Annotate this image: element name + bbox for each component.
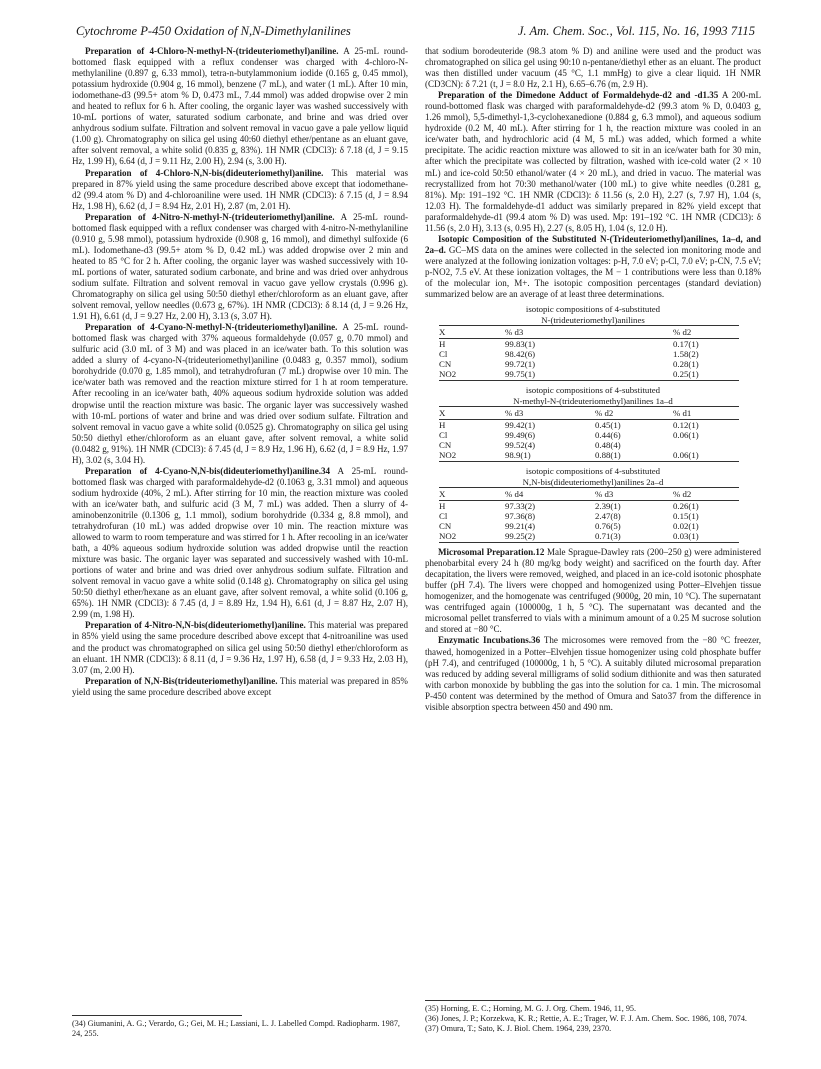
table-cell: 2.47(8) (595, 511, 621, 522)
table-title: isotopic compositions of 4-substituted N,N-bis(dideuteriomethyl)anilines 2a–d (522, 466, 664, 487)
table-cell: 97.36(8) (505, 511, 536, 522)
footnotes-left (72, 1015, 408, 1039)
paragraph-heading: Isotopic Composition of the Substituted N-(Trideuteriomethyl)anilines, 1a–d, and 2a–d. (425, 233, 761, 255)
table-cell: 0.88(1) (595, 450, 673, 462)
table-cell: NO2 (439, 531, 505, 543)
isotope-table (439, 406, 739, 462)
table-row (439, 511, 739, 521)
table-title: isotopic compositions of 4-substituted N-(trideuteriomethyl)anilines (525, 304, 661, 325)
table-cell: 0.76(5) (595, 521, 621, 532)
table-cell: Cl (439, 349, 448, 360)
paragraph-text: GC–MS data on the amines were collected in the selected ion monitoring mode and were analyzed at the following ionization voltages: p-H, 7.0 eV; p-Cl, 7.0 eV; p-CN, 7.5 eV; p-NO2, 7.5 eV. At these ionization voltages, the M − 1 contributions were less than 0.18% of the molecular ion, M+. The isotopic composition percentages (standard deviation) summarized below are an average of at least three determinations. (425, 244, 761, 300)
table-cell: 0.48(4) (595, 440, 621, 451)
footnote-rule (72, 1015, 242, 1016)
table-header: % d3 (505, 326, 595, 339)
paragraph-heading: Enzymatic Incubations.36 (438, 635, 541, 646)
table-cell: CN (439, 440, 452, 451)
table-cell: NO2 (439, 450, 505, 462)
table-cell: 99.83(1) (505, 339, 536, 350)
footnotes-right (425, 1000, 761, 1034)
journal-citation: J. Am. Chem. Soc., Vol. 115, No. 16, 1993 7115 (517, 24, 755, 38)
table-header: X (439, 488, 505, 501)
paragraph (72, 212, 408, 322)
right-column (425, 46, 761, 713)
paragraph-text: This material was prepared in 85% yield using the same procedure described above except that 4-nitroaniline was used and the product was chromatographed on silica gel using 50:50 diethyl ether/chloroform as an eluant. 1H NMR (CDCl3): δ 8.11 (d, J = 9.36 Hz, 1.97 H), 6.58 (d, J = 9.33 Hz, 2.03 H), 3.07 (m, 2.00 H). (72, 620, 408, 675)
paragraph-heading: Preparation of 4-Cyano-N,N-bis(dideuteriomethyl)aniline.34 (85, 465, 331, 476)
table-header: X (439, 407, 505, 420)
paragraph-heading: Preparation of 4-Chloro-N-methyl-N-(trideuteriomethyl)aniline. (85, 46, 339, 56)
table-cell: 0.71(3) (595, 531, 673, 543)
table-cell: 99.72(1) (505, 359, 536, 370)
paragraph (72, 322, 408, 466)
paragraph (425, 90, 761, 234)
table-cell: 1.58(2) (673, 349, 699, 360)
table-cell: 0.03(1) (673, 531, 739, 543)
paragraph-heading: Preparation of 4-Nitro-N,N-bis(dideuteriomethyl)aniline. (85, 620, 306, 631)
running-header (76, 24, 755, 40)
paragraph-text: The microsomes were removed from the −80 °C freezer, thawed, homogenized in a Potter–Elvehjen tissue homogenizer using cold phosphate buffer (pH 7.4), and centrifuged (100000g, 1 h, 5 °C). A suitably diluted microsomal preparation was reduced by adding several milligrams of solid sodium dithionite and was then saturated with carbon monoxide by bubbling the gas into the solution for ca. 1 min. The microsomal P-450 content was determined by the method of Omura and Sato37 from the difference in visible absorption spectra between 450 and 490 nm. (425, 635, 761, 712)
table-cell: 0.17(1) (673, 339, 699, 350)
table-row (439, 531, 739, 543)
paragraph (425, 234, 761, 300)
table-header: % d2 (673, 326, 739, 339)
table-cell: 99.75(1) (505, 369, 595, 381)
table-cell: 99.42(1) (505, 420, 536, 431)
paragraph (72, 168, 408, 212)
paragraph-text: A 25-mL round-bottomed flask was charged with paraformaldehyde-d2 (0.1063 g, 3.31 mmol) and aqueous sodium hydroxide (40%, 2 mL). After stirring for 10 min, the reaction mixture was cooled with an ice/water bath, and sulfuric acid (3 M, 7 mL) was added. Then a slurry of 4-aminobenzonitrile (0.1306 g, 1.1 mmol), sodium borohydride (0.334 g, 8.8 mmol), and tetrahydrofuran (10 mL) was added dropwise over 10 min. The reaction mixture was allowed to warm to room temperature and was stirred for 1 h. After recooling in an ice/water bath, a 40% aqueous sodium hydroxide solution was added dropwise until the reaction mixture was basic. The organic layer was separated and successively washed with 10-mL portions of water and brine and was dried over anhydrous sodium sulfate. Filtration and solvent removal in vacuo gave a white solid (0.148 g). Chromatography on silica gel using 50:50 diethyl ether/hexane as an eluant gave, after solvent removal, a white solid (0.106 g, 65%). 1H NMR (CDCl3): δ 7.45 (d, J = 8.89 Hz, 1.94 H), 6.61 (d, J = 8.87 Hz, 2.07 H), 2.99 (m, 1.98 H). (72, 465, 408, 620)
paragraph-text: A 25-mL round-bottomed flask equipped with a reflux condenser was charged with 4-chloro-N-methylaniline (0.897 g, 6.33 mmol), tetra-n-butylammonium iodide (0.165 g, 0.45 mmol), potassium hydroxide (0.904 g, 16 mmol), benzene (7 mL), and water (1 mL). After 10 min, iodomethane-d3 (99.5+ atom % D, 0.473 mL, 7.44 mmol) was added dropwise over 2 min and heated to reflux for 6 h. After cooling, the organic layer was washed successively with 10-mL portions of water, saturated sodium carbonate, and brine and was dried over anhydrous sodium sulfate. Filtration and solvent removal in vacuo gave a pale yellow liquid (1.00 g). Chromatography on silica gel using 40:60 diethyl ether/pentane as an eluant gave, after solvent removal, a white solid (0.835 g, 83%). 1H NMR (CDCl3): δ 7.18 (d, J = 9.15 Hz, 1.99 H), 6.64 (d, J = 9.11 Hz, 2.00 H), 2.94 (s, 3.00 H). (72, 46, 408, 167)
table-cell: H (439, 339, 446, 350)
paragraph-text: A 200-mL round-bottomed flask was charged with paraformaldehyde-d2 (99.3 atom % D, 0.0403 g, 1.26 mmol), 5,5-dimethyl-1,3-cyclohexanedione (0.884 g, 6.3 mmol), and aqueous sodium hydroxide (0.2 M, 40 mL). After stirring for 1 h, the reaction mixture was cooled in an ice/water bath, and hydrochloric acid (4 M, 5 mL) was added, which formed a white precipitate. The acidic reaction mixture was allowed to sit in an ice/water bath for 30 min, after which the precipitate was collected by filtration, washed with ice-cold water (2 × 10 mL) and ice-cold 50:50 ethanol/water (4 × 20 mL), and dried in vacuo. The material was recrystallized from hot 70:30 methanol/water (100 mL) to give white needles (0.281 g, 81%). Mp: 191–192 °C. 1H NMR (CDCl3): δ 11.56 (s, 2.0 H), 2.27 (s, 7.97 H), 1.04 (s, 12.03 H). The formaldehyde-d1 adduct was similarly prepared in 82% yield except that paraformaldehyde-d1 (99.4 atom % D) was used. Mp: 191–192 °C. 1H NMR (CDCl3): δ 11.56 (s, 2.0 H), 3.13 (s, 0.95 H), 2.27 (s, 8.05 H), 1.04 (s, 12.0 H). (425, 90, 762, 233)
table-cell: 98.9(1) (505, 450, 595, 462)
footnote-rule (425, 1000, 595, 1001)
table-cell (595, 369, 673, 381)
table-cell: 0.06(1) (673, 450, 739, 462)
table-row (439, 430, 739, 440)
paragraph-text: A 25-mL round-bottomed flask was charged with 37% aqueous formaldehyde (0.057 g, 0.70 mmol) and sulfuric acid (3.0 mL of 3 M) and was placed in an ice/water bath. To this solution was added a slurry of 4-cyano-N-(trideuteriomethyl)aniline (0.0483 g, 0.357 mmol), sodium borohydride (0.070 g, 1.85 mmol), and tetrahydrofuran (7 mL) dropwise over 10 min. The ice/water bath was removed and the reaction mixture stirred for 1 h at room temperature. After recooling in an ice/water bath, 40% aqueous sodium hydroxide solution was added dropwise until the reaction mixture was basic. The organic layer was successively washed with 10-mL portions of water and brine and was dried over sodium sulfate. Filtration and solvent removal in vacuo gave a white solid (0.0525 g). Chromatography on silica gel using 50:50 diethyl ether/chloroform as an eluant gave, after solvent removal, a white solid (0.0482 g, 91%). 1H NMR (CDCl3): δ 7.45 (d, J = 8.9 Hz, 1.96 H), 6.62 (d, J = 8.9 Hz, 1.97 H), 3.02 (s, 3.04 H). (72, 322, 409, 465)
table-row (439, 450, 739, 462)
isotope-table (439, 487, 739, 543)
table-row (439, 339, 739, 350)
table-header: % d2 (673, 488, 739, 501)
left-column (72, 46, 408, 698)
paragraph-heading: Preparation of 4-Cyano-N-methyl-N-(trideuteriomethyl)aniline. (85, 322, 338, 333)
paragraph (72, 46, 408, 168)
table-cell: 0.45(1) (595, 420, 621, 431)
paragraph-heading: Preparation of N,N-Bis(trideuteriomethyl)aniline. (85, 675, 278, 686)
table-cell (595, 359, 673, 369)
table-header: % d2 (595, 407, 673, 420)
table-cell: 0.26(1) (673, 501, 699, 512)
table-cell: 99.49(6) (505, 430, 536, 441)
isotope-tables (425, 304, 761, 543)
paragraph (72, 676, 408, 698)
table-header: % d3 (505, 407, 595, 420)
table-cell: H (439, 501, 446, 512)
isotope-table (439, 325, 739, 381)
footnote: (37) Omura, T.; Sato, K. J. Biol. Chem. 1964, 239, 2370. (425, 1024, 612, 1033)
table-cell: 0.02(1) (673, 521, 699, 532)
paragraph (425, 635, 761, 712)
table-header: % d3 (595, 488, 673, 501)
table-cell: 99.52(4) (505, 440, 536, 451)
table-cell: Cl (439, 430, 448, 441)
table-header: % d4 (505, 488, 595, 501)
table-title: isotopic compositions of 4-substituted N-methyl-N-(trideuteriomethyl)anilines 1a–d (513, 385, 673, 406)
table-cell: H (439, 420, 446, 431)
table-row (439, 440, 739, 450)
paragraph (72, 620, 408, 675)
table-cell: 0.44(6) (595, 430, 621, 441)
table-cell: 0.12(1) (673, 420, 699, 431)
table-cell (673, 440, 739, 450)
paragraph (425, 46, 761, 90)
paragraph-text: Male Sprague-Dawley rats (200–250 g) were administered phenobarbital every 24 h (80 mg/kg body weight) and sacrificed on the fourth day. After decapitation, the livers were removed, weighed, and placed in an ice-cold isotonic phosphate buffer (pH 7.4). The livers were chopped and homogenized using Potter–Elvehjen tissue homogenizer, and the homogenate was centrifuged (9000g, 20 min, 10 °C). The supernatant was centrifuged again (100000g, 1 h, 5 °C). The supernatant was decanted and the microsomal pellet transferred to vials with a minimum amount of a 0.25 M sucrose solution and stored at −80 °C. (425, 547, 761, 635)
right-top-paragraphs (425, 46, 761, 300)
table-row (439, 501, 739, 512)
footnote: (36) Jones, J. P.; Korzekwa, K. R.; Rettie, A. E.; Trager, W. F. J. Am. Chem. Soc. 1986, 108, 7074. (425, 1014, 747, 1023)
table-cell: CN (439, 521, 452, 532)
table-cell: 0.15(1) (673, 511, 699, 522)
table-cell: Cl (439, 511, 448, 522)
table-cell: 2.39(1) (595, 501, 621, 512)
table-header: % d1 (673, 407, 739, 420)
footnote: (34) Giumanini, A. G.; Verardo, G.; Gei, M. H.; Lassiani, L. J. Labelled Compd. Radiopharm. 1987, 24, 255. (72, 1019, 400, 1038)
paragraph-heading: Preparation of 4-Nitro-N-methyl-N-(trideuteriomethyl)aniline. (85, 211, 335, 222)
table-header (595, 326, 673, 339)
table-cell: 0.06(1) (673, 430, 699, 441)
table-cell: 99.21(4) (505, 521, 536, 532)
table-cell: NO2 (439, 369, 505, 381)
table-row (439, 420, 739, 431)
paragraph-text: that sodium borodeuteride (98.3 atom % D) and aniline were used and the product was chromatographed on silica gel using 90:10 n-pentane/diethyl ether as an eluant. The product was then distilled under vacuum (45 °C, 1.1 mmHg) to give a clear liquid. 1H NMR (CD3CN): δ 7.21 (t, J = 8.0 Hz, 2.1 H), 6.65–6.76 (m, 2.9 H). (425, 46, 761, 90)
table-cell: CN (439, 359, 452, 370)
table-row (439, 369, 739, 381)
table-cell: 0.25(1) (673, 369, 739, 381)
table-cell (595, 349, 673, 359)
running-title: Cytochrome P-450 Oxidation of N,N-Dimethylanilines (76, 24, 351, 38)
right-bottom-paragraphs (425, 547, 761, 713)
paragraph-text: This material was prepared in 87% yield using the same procedure described above except that iodomethane-d2 (99.4 atom % D) and 4-chloroaniline were used. 1H NMR (CDCl3): δ 7.15 (d, J = 8.94 Hz, 1.98 H), 6.62 (d, J = 8.94 Hz, 2.01 H), 2.87 (m, 2.01 H). (72, 167, 408, 211)
table-cell (595, 339, 673, 350)
table-cell: 99.25(2) (505, 531, 595, 543)
table-cell: 98.42(6) (505, 349, 536, 360)
paragraph-text: A 25-mL round-bottomed flask equipped with a reflux condenser was charged with 4-nitro-N-methylaniline (0.910 g, 5.98 mmol), potassium hydroxide (0.908 g, 16 mmol), and dimethyl sulfoxide (6 mL). Iodomethane-d3 (99.5+ atom % D, 0.42 mL) was added dropwise over 2 min and heated to 85 °C for 2 h. After cooling, the organic layer was washed successively with 10-mL portions of water, saturated sodium carbonate, and brine and was dried over anhydrous sodium sulfate. Filtration and solvent removal in vacuo gave yellow crystals (0.996 g). Chromatography on silica gel using 50:50 diethyl ether/chloroform as an eluant gave, after solvent removal, yellow needles (0.673 g, 67%). 1H NMR (CDCl3): δ 8.14 (d, J = 9.26 Hz, 1.91 H), 6.61 (d, J = 9.27 Hz, 2.00 H), 3.13 (s, 3.07 H). (72, 211, 408, 322)
paragraph-text: This material was prepared in 85% yield using the same procedure described above except (72, 675, 408, 697)
table-row (439, 349, 739, 359)
table-row (439, 521, 739, 531)
paragraph-heading: Preparation of 4-Chloro-N,N-bis(dideuteriomethyl)aniline. (85, 167, 324, 178)
paragraph-heading: Microsomal Preparation.12 (438, 547, 545, 558)
table-row (439, 359, 739, 369)
table-cell: 97.33(2) (505, 501, 536, 512)
paragraph (425, 547, 761, 635)
paragraph-heading: Preparation of the Dimedone Adduct of Formaldehyde-d2 and -d1.35 (438, 90, 719, 101)
table-header: X (439, 326, 505, 339)
paragraph (72, 466, 408, 621)
footnote: (35) Horning, E. C.; Horning, M. G. J. Org. Chem. 1946, 11, 95. (425, 1004, 637, 1013)
table-cell: 0.28(1) (673, 359, 699, 370)
